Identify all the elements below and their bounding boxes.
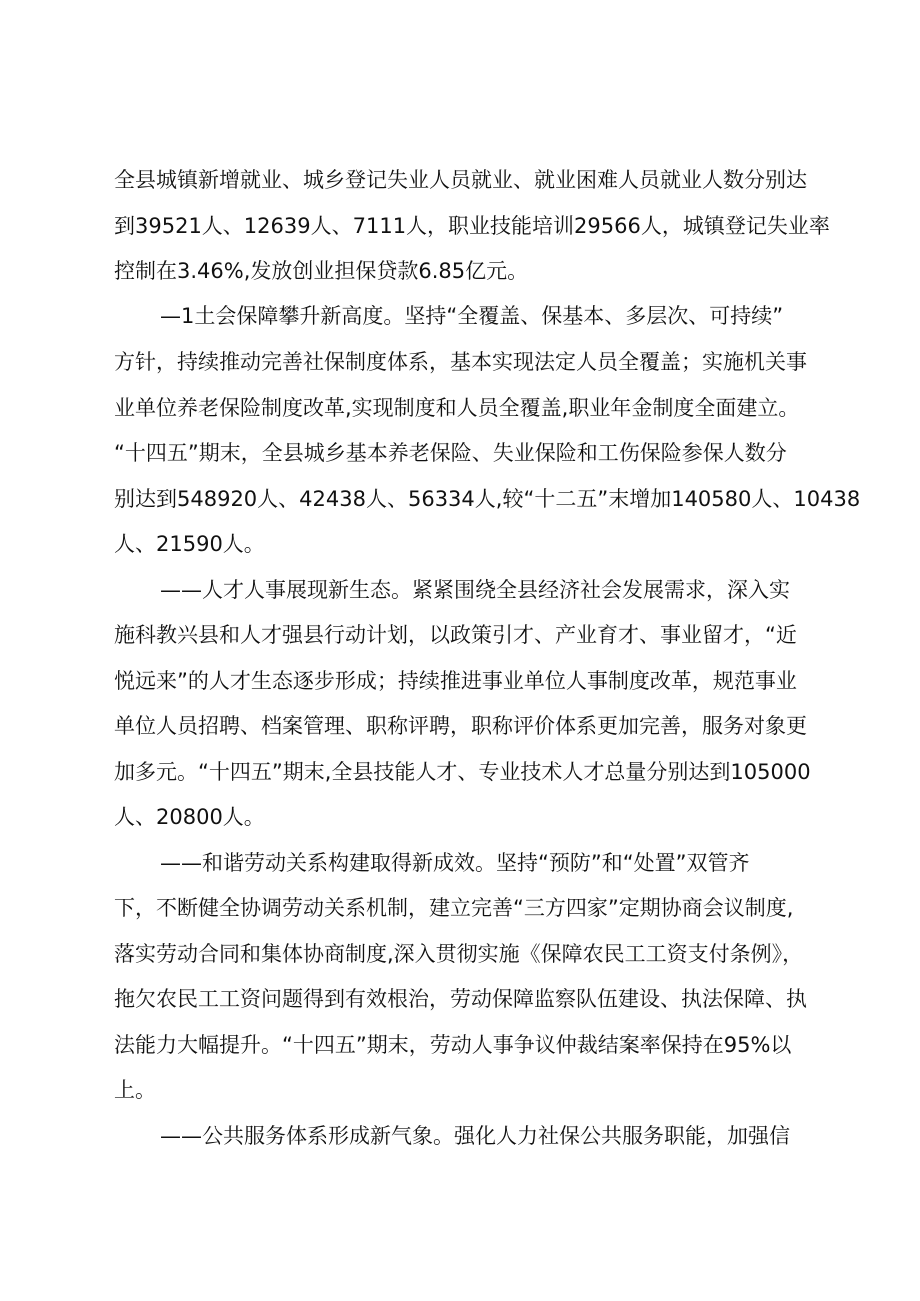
text-line: 方针，持续推动完善社保制度体系，基本实现法定人员全覆盖；实施机关事: [114, 350, 807, 374]
text-line: 上。: [114, 1078, 156, 1102]
text-line: “十四五”期末，全县城乡基本养老保险、失业保险和工伤保险参保人数分: [114, 441, 787, 465]
text-line: 全县城镇新增就业、城乡登记失业人员就业、就业困难人员就业人数分别达: [114, 168, 807, 192]
text-line: 人、21590人。: [114, 532, 265, 556]
text-line: 下，不断健全协调劳动关系机制，建立完善“三方四家”定期协商会议制度,: [114, 896, 794, 920]
paragraph-heading-line: —1土会保障攀升新高度。坚持“全覆盖、保基本、多层次、可持续”: [160, 304, 784, 328]
paragraph-heading-line: ——和谐劳动关系构建取得新成效。坚持“预防”和“处置”双管齐: [160, 851, 750, 875]
text-line: 别达到548920人、42438人、56334人,较“十二五”末增加140580人、10438: [114, 487, 861, 511]
text-line: 悦远来”的人才生态逐步形成；持续推进事业单位人事制度改革，规范事业: [114, 669, 797, 693]
text-line: 到39521人、12639人、7111人，职业技能培训29566人，城镇登记失业率: [114, 214, 830, 238]
text-line: 法能力大幅提升。“十四五”期末，劳动人事争议仲裁结案率保持在95%以: [114, 1033, 792, 1057]
text-line: 加多元。“十四五”期末,全县技能人才、专业技术人才总量分别达到105000: [114, 760, 811, 784]
text-line: 拖欠农民工工资问题得到有效根治，劳动保障监察队伍建设、执法保障、执: [114, 987, 807, 1011]
text-line: 控制在3.46%,发放创业担保贷款6.85亿元。: [114, 259, 529, 283]
text-line: 业单位养老保险制度改革,实现制度和人员全覆盖,职业年金制度全面建立。: [114, 396, 800, 420]
paragraph-heading-line: ——公共服务体系形成新气象。强化人力社保公共服务职能，加强信: [160, 1124, 790, 1148]
text-line: 人、20800人。: [114, 805, 265, 829]
text-line: 单位人员招聘、档案管理、职称评聘，职称评价体系更加完善，服务对象更: [114, 714, 807, 738]
text-line: 落实劳动合同和集体协商制度,深入贯彻实施《保障农民工工资支付条例》，: [114, 942, 804, 966]
text-line: 施科教兴县和人才强县行动计划，以政策引才、产业育才、事业留才，“近: [114, 623, 797, 647]
paragraph-heading-line: ——人才人事展现新生态。紧紧围绕全县经济社会发展需求，深入实: [160, 578, 790, 602]
